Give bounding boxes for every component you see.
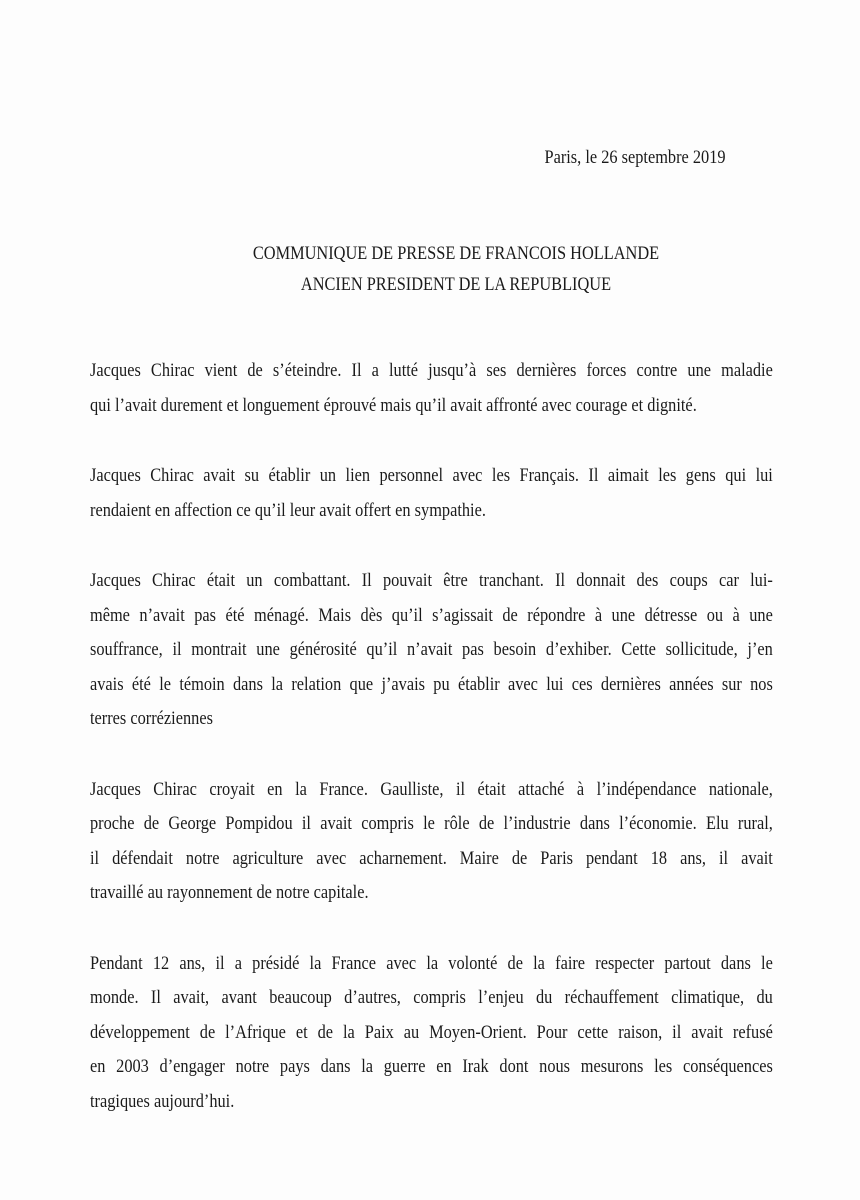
paragraph-line: il défendait notre agriculture avec acharnement. Maire de Paris pendant 18 ans, il avait: [90, 847, 773, 869]
paragraph-line: proche de George Pompidou il avait compris le rôle de l’industrie dans l’économie. Elu rural,: [90, 813, 773, 834]
paragraph-line: travaillé au rayonnement de notre capitale.: [90, 882, 369, 903]
paragraph-line: Jacques Chirac était un combattant. Il pouvait être tranchant. Il donnait des coups car lui-: [90, 570, 773, 591]
title-line-1: COMMUNIQUE DE PRESSE DE FRANCOIS HOLLANDE: [252, 243, 660, 264]
paragraph-line: monde. Il avait, avant beaucoup d’autres, compris l’enjeu du réchauffement climatique, du: [90, 987, 773, 1008]
paragraph-line: tragiques aujourd’hui.: [90, 1090, 235, 1112]
paragraph-3: [90, 564, 773, 737]
paragraph-line: qui l’avait durement et longuement éprouvé mais qu’il avait affronté avec courage et dignité.: [90, 394, 697, 416]
date-line: Paris, le 26 septembre 2019: [544, 147, 726, 168]
paragraph-line: Jacques Chirac vient de s’éteindre. Il a lutté jusqu’à ses dernières forces contre une maladie: [90, 360, 773, 381]
paragraph-line: en 2003 d’engager notre pays dans la guerre en Irak dont nous mesurons les conséquences: [90, 1056, 773, 1077]
paragraph-line: Jacques Chirac avait su établir un lien personnel avec les Français. Il aimait les gens qui lui: [90, 465, 773, 486]
document-title: [0, 238, 860, 300]
paragraph-2: [90, 459, 773, 528]
document-body: [90, 354, 773, 1119]
paragraph-line: terres corréziennes: [90, 708, 213, 729]
title-line-2: ANCIEN PRESIDENT DE LA REPUBLIQUE: [300, 274, 612, 295]
paragraph-line: avais été le témoin dans la relation que j’avais pu établir avec lui ces dernières années sur nos: [90, 673, 773, 695]
paragraph-line: Jacques Chirac croyait en la France. Gaulliste, il était attaché à l’indépendance nationale,: [90, 778, 773, 800]
paragraph-line: développement de l’Afrique et de la Paix au Moyen-Orient. Pour cette raison, il avait refusé: [90, 1021, 773, 1043]
paragraph-line: même n’avait pas été ménagé. Mais dès qu’il s’agissait de répondre à une détresse ou à une: [90, 604, 773, 626]
paragraph-5: [90, 947, 773, 1120]
paragraph-line: souffrance, il montrait une générosité qu’il n’avait pas besoin d’exhiber. Cette sollicitude, j’en: [90, 639, 773, 660]
paragraph-1: [90, 354, 773, 423]
paragraph-line: Pendant 12 ans, il a présidé la France avec la volonté de la faire respecter partout dans le: [90, 952, 773, 974]
paragraph-line: rendaient en affection ce qu’il leur avait offert en sympathie.: [90, 499, 486, 521]
paragraph-4: [90, 773, 773, 911]
